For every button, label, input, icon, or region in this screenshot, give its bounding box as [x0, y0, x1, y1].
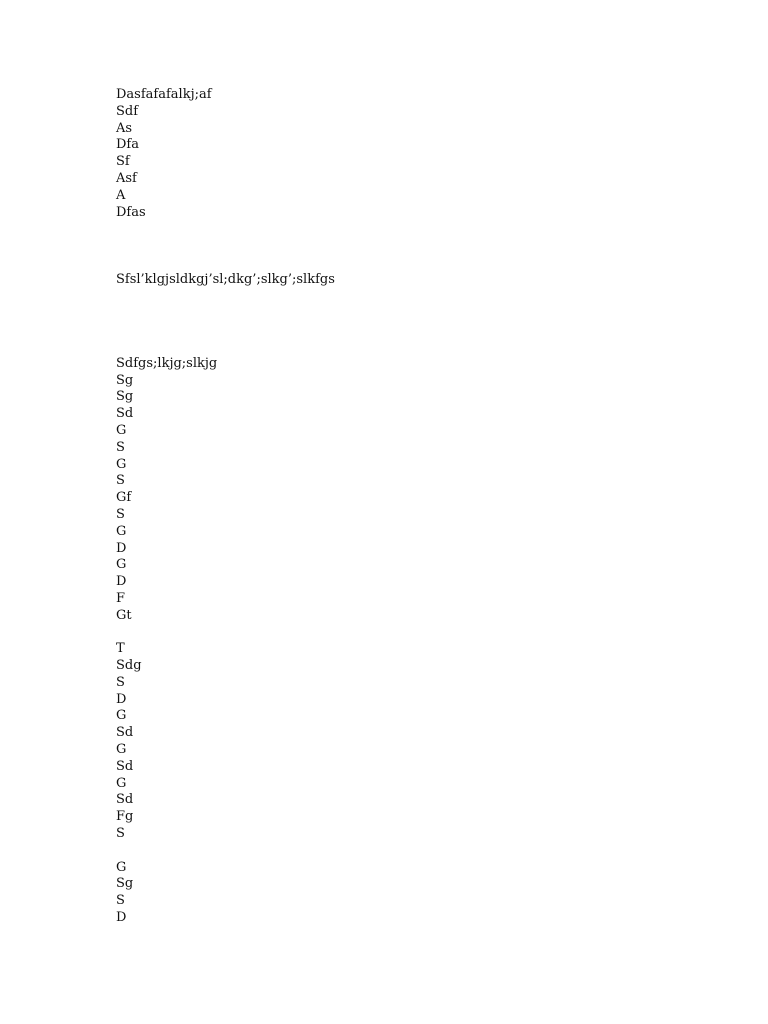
- text-line: Sd: [116, 758, 134, 774]
- text-line: Gf: [116, 490, 132, 506]
- text-line: S: [116, 506, 125, 522]
- text-line: D: [116, 574, 127, 590]
- text-line: Gt: [116, 607, 132, 623]
- text-line: T: [116, 641, 125, 657]
- text-line: Sfsl’klgjsldkgj’sl;dkg’;slkg’;slkfgs: [116, 271, 335, 287]
- text-line: [116, 238, 335, 255]
- text-line: Sd: [116, 792, 134, 808]
- text-line: [116, 843, 335, 860]
- text-line: Dfas: [116, 204, 146, 220]
- text-line: Sd: [116, 725, 134, 741]
- text-line: S: [116, 439, 125, 455]
- text-line: G: [116, 775, 127, 791]
- text-line: [116, 305, 335, 322]
- text-line: [116, 322, 335, 339]
- text-line: Sdf: [116, 103, 139, 119]
- text-line: Sg: [116, 372, 134, 388]
- text-line: G: [116, 557, 127, 573]
- text-line: Sg: [116, 876, 134, 892]
- text-line: A: [116, 187, 126, 203]
- text-line: G: [116, 742, 127, 758]
- text-line: D: [116, 691, 127, 707]
- text-line: S: [116, 826, 125, 842]
- text-line: S: [116, 674, 125, 690]
- text-line: Asf: [116, 170, 137, 186]
- text-line: D: [116, 540, 127, 556]
- text-line: G: [116, 708, 127, 724]
- text-line: As: [116, 120, 133, 136]
- text-line: G: [116, 422, 127, 438]
- text-line: Sf: [116, 154, 130, 170]
- text-line: [116, 339, 335, 356]
- text-line: Sdfgs;lkjg;slkjg: [116, 355, 218, 371]
- text-line: [116, 255, 335, 272]
- text-line: S: [116, 893, 125, 909]
- text-line: Sd: [116, 406, 134, 422]
- text-line: G: [116, 523, 127, 539]
- text-line: Sdg: [116, 658, 142, 674]
- text-line: G: [116, 859, 127, 875]
- text-line: Dfa: [116, 137, 139, 153]
- text-line: [116, 221, 335, 238]
- text-line: S: [116, 473, 125, 489]
- text-line: D: [116, 910, 127, 926]
- text-line: Fg: [116, 809, 134, 825]
- text-line: F: [116, 590, 126, 606]
- text-line: Dasfafafalkj;af: [116, 87, 212, 102]
- text-line: G: [116, 456, 127, 472]
- text-line: Sg: [116, 389, 134, 405]
- text-line: [116, 289, 335, 306]
- text-line: [116, 625, 335, 642]
- document-body: [116, 87, 335, 927]
